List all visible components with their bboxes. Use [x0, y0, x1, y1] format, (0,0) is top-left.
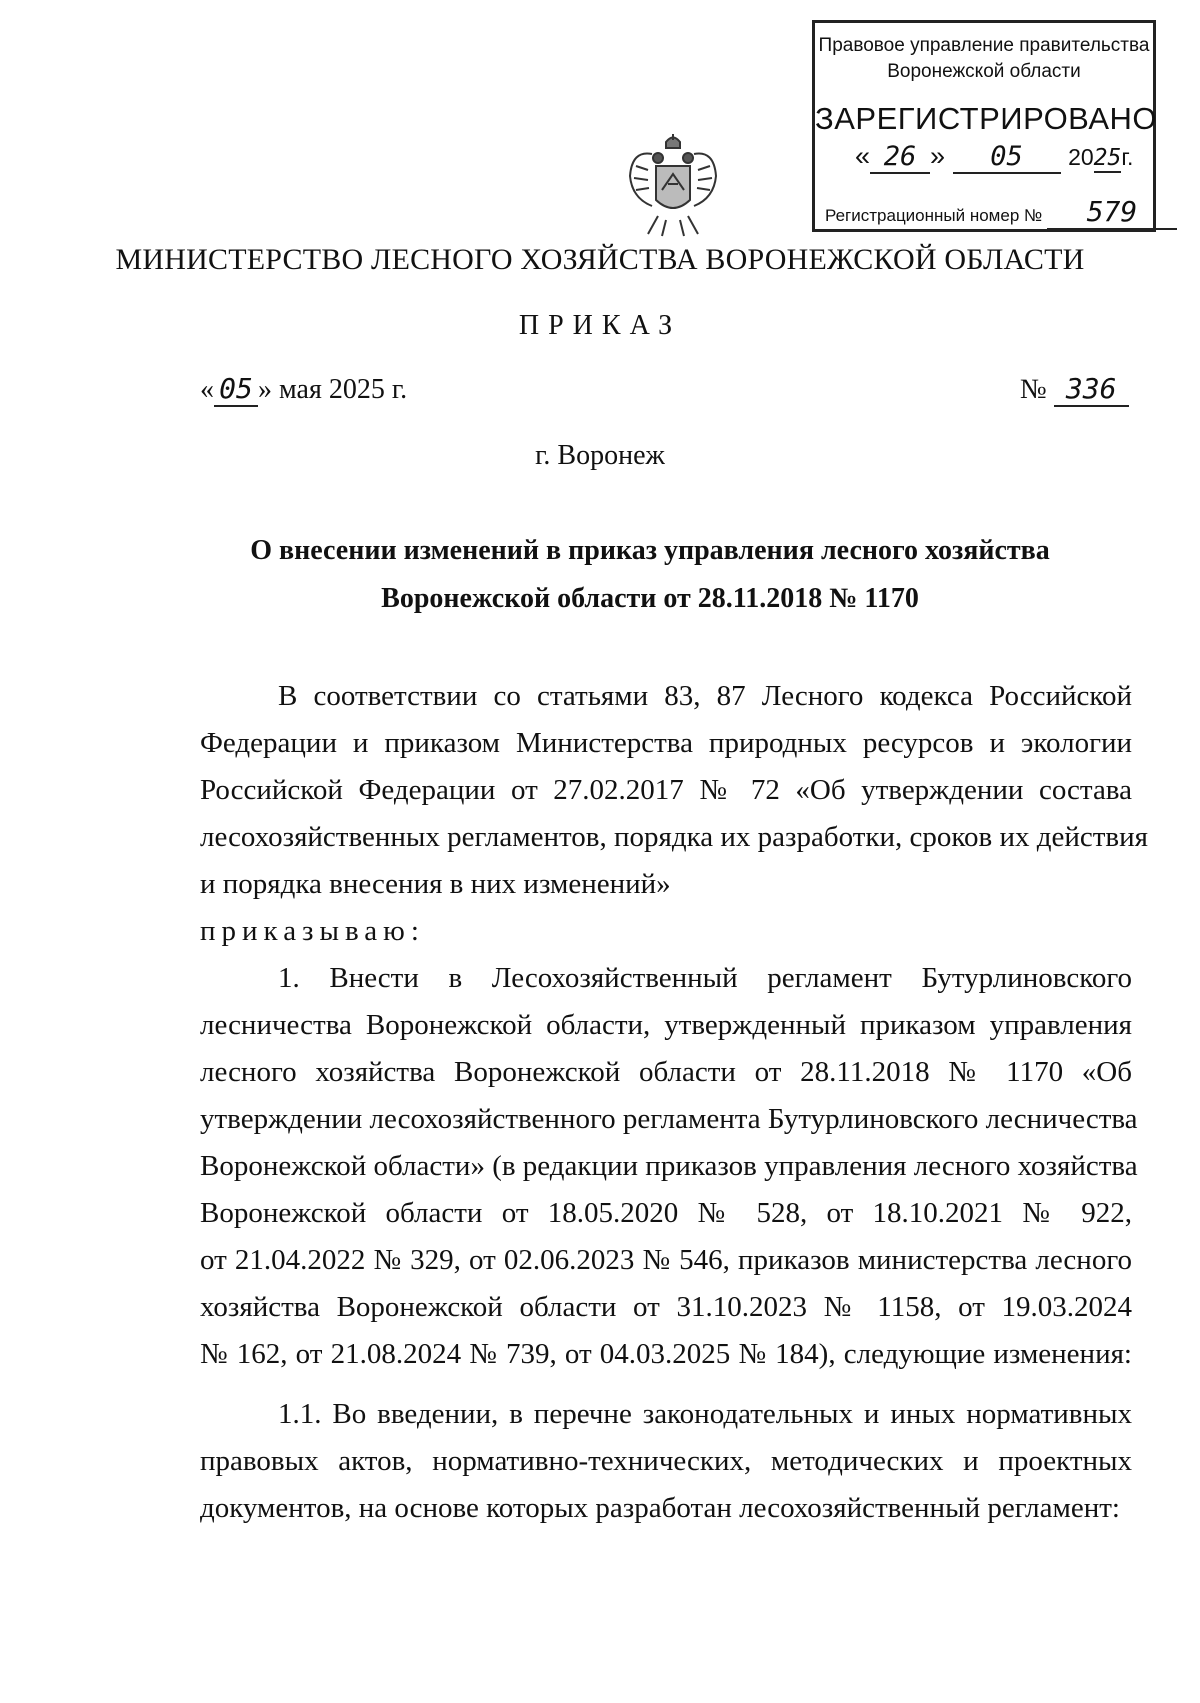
item1-line: Воронежской области от 18.05.2020 № 528, от 18.10.2021 № 922,	[200, 1197, 1132, 1229]
city: г. Воронеж	[535, 440, 665, 471]
stamp-authority-line1: Правовое управление правительства	[818, 35, 1150, 56]
stamp-registration-number	[825, 195, 1177, 230]
stamp-year-prefix: 20	[1068, 144, 1094, 170]
date-month-year: » мая 2025 г.	[258, 374, 408, 405]
item11-line: правовых актов, нормативно-технических, методических и проектных	[200, 1445, 1132, 1477]
item1-line: № 162, от 21.08.2024 № 739, от 04.03.2025 № 184), следующие изменения:	[200, 1338, 1132, 1370]
item11-line: документов, на основе которых разработан лесохозяйственный регламент:	[200, 1492, 1120, 1524]
item1-line: лесничества Воронежской области, утвержденный приказом управления	[200, 1009, 1132, 1041]
item1-line: Воронежской области» (в редакции приказов управления лесного хозяйства	[200, 1150, 1138, 1182]
stamp-day: 26	[870, 141, 930, 174]
number-label: №	[1020, 374, 1047, 405]
stamp-reg-label: Регистрационный номер №	[825, 206, 1043, 225]
date-day: 05	[214, 372, 258, 407]
preamble-line: Российской Федерации от 27.02.2017 № 72 «Об утверждении состава	[200, 774, 1132, 806]
document-type: ПРИКАЗ	[518, 310, 682, 341]
stamp-date: « 26 » 05 2025г.	[855, 141, 1134, 172]
item1-line: лесного хозяйства Воронежской области от 28.11.2018 № 1170 «Об	[200, 1056, 1132, 1088]
date-open-quote: «	[200, 374, 214, 405]
coat-of-arms-icon	[628, 132, 718, 242]
preamble-line: и порядка внесения в них изменений»	[200, 868, 671, 900]
item1-line: хозяйства Воронежской области от 31.10.2023 № 1158, от 19.03.2024	[200, 1291, 1132, 1323]
order-word: приказываю:	[200, 915, 425, 947]
document-title-line1: О внесении изменений в приказ управления лесного хозяйства	[250, 535, 1050, 566]
item11-line: 1.1. Во введении, в перечне законодательных и иных нормативных	[278, 1398, 1132, 1430]
stamp-authority-line2: Воронежской области	[887, 61, 1081, 82]
preamble-line: В соответствии со статьями 83, 87 Лесного кодекса Российской	[278, 680, 1132, 712]
number-value: 336	[1054, 372, 1129, 407]
registration-stamp	[812, 20, 1156, 232]
preamble-line: Федерации и приказом Министерства природных ресурсов и экологии	[200, 727, 1132, 759]
order-date	[200, 372, 407, 407]
item1-line: утверждении лесохозяйственного регламента Бутурлиновского лесничества	[200, 1103, 1138, 1135]
stamp-year-unit: г.	[1121, 144, 1134, 170]
stamp-reg-number: 579	[1047, 195, 1177, 230]
preamble-line: лесохозяйственных регламентов, порядка их разработки, сроков их действия	[200, 821, 1148, 853]
item1-line: от 21.04.2022 № 329, от 02.06.2023 № 546, приказов министерства лесного	[200, 1244, 1132, 1276]
item1-line: 1. Внести в Лесохозяйственный регламент Бутурлиновского	[278, 962, 1132, 994]
stamp-registered-label: ЗАРЕГИСТРИРОВАНО	[815, 101, 1158, 136]
order-number	[1020, 372, 1129, 407]
ministry-name: МИНИСТЕРСТВО ЛЕСНОГО ХОЗЯЙСТВА ВОРОНЕЖСКОЙ ОБЛАСТИ	[115, 243, 1085, 276]
stamp-year-suffix: 25	[1093, 145, 1122, 171]
stamp-month: 05	[953, 141, 1061, 174]
document-title-line2: Воронежской области от 28.11.2018 № 1170	[381, 583, 919, 614]
